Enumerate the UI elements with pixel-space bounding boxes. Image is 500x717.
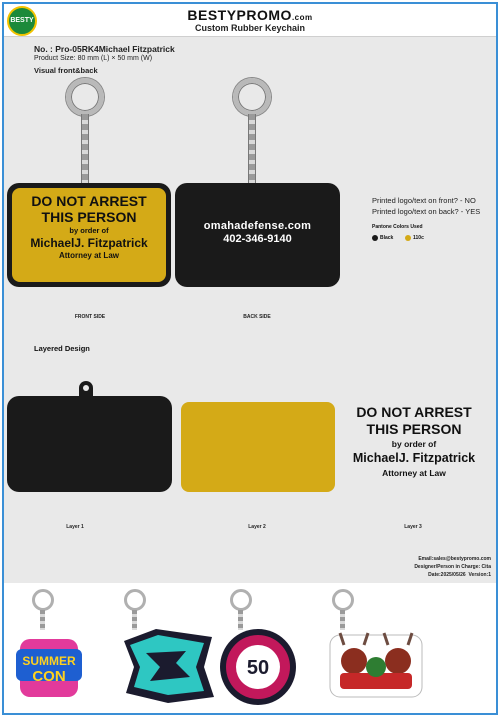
- sample1-chain: [40, 610, 45, 630]
- sample1-ring: [32, 589, 54, 611]
- back-print-question: Printed logo/text on back? - YES: [372, 207, 481, 216]
- layer1-hole: [83, 385, 89, 391]
- front-print-question: Printed logo/text on front? - NO: [372, 196, 476, 205]
- product-size: Product Size: 80 mm (L) × 50 mm (W): [34, 55, 153, 62]
- brand-logo: BESTY: [7, 6, 37, 36]
- visual-label: Visual front&back: [34, 66, 98, 75]
- keychain-back: [175, 183, 340, 287]
- pantone-title: Pantone Colors Used: [372, 224, 423, 230]
- layer1-black-base: [7, 396, 172, 492]
- front-headline-1: DO NOT ARREST: [31, 193, 147, 209]
- layer3-headline-1: DO NOT ARREST: [356, 404, 472, 420]
- chain-back: [248, 114, 256, 184]
- sample4-reindeer: [326, 627, 426, 703]
- key-ring-back: [233, 78, 271, 116]
- brand-name: BESTYPROMO: [187, 7, 292, 23]
- keychain-front: [7, 183, 171, 287]
- layer2-gold-face: [181, 402, 335, 492]
- contact-date: Date:2025/05/26: [428, 572, 466, 578]
- brand-suffix: .com: [291, 13, 313, 22]
- sample3-ring: [230, 589, 252, 611]
- layer1-caption: Layer 1: [66, 524, 84, 530]
- brand-title: [4, 7, 496, 23]
- layer3-title: Attorney at Law: [382, 468, 446, 478]
- layer2-caption: Layer 2: [248, 524, 266, 530]
- swatch-black-label: Black: [380, 235, 394, 241]
- sample1-summer-con: [14, 629, 84, 707]
- back-website: omahadefense.com: [203, 220, 312, 232]
- front-gold-face: [12, 188, 166, 282]
- sample4-ring: [332, 589, 354, 611]
- sample2-ring: [124, 589, 146, 611]
- sample-showcase: [4, 583, 496, 713]
- chain-front: [81, 114, 89, 184]
- layer3-text: [336, 404, 492, 478]
- swatch-gold: [405, 235, 411, 241]
- sample3-hiphop-badge: [218, 627, 298, 707]
- svg-text:CON: CON: [32, 668, 66, 685]
- document-subtitle: Custom Rubber Keychain: [194, 23, 306, 33]
- header: [4, 4, 496, 37]
- layer3-name: MichaelJ. Fitzpatrick: [352, 451, 476, 465]
- sample2-graffiti: [116, 623, 220, 707]
- key-ring-front: [66, 78, 104, 116]
- front-name: MichaelJ. Fitzpatrick: [30, 236, 148, 250]
- product-number: No. : Pro-05RK4Michael Fitzpatrick: [34, 44, 175, 54]
- back-phone: 402-346-9140: [223, 233, 292, 245]
- contact-designer: Designer/Person in Charge: Cita: [414, 564, 491, 570]
- swatch-gold-label: 110c: [413, 235, 424, 241]
- svg-text:SUMMER: SUMMER: [22, 654, 76, 668]
- front-headline-2: THIS PERSON: [41, 209, 137, 225]
- contact-date-version: [271, 572, 491, 578]
- layer3-headline-2: THIS PERSON: [366, 421, 462, 437]
- front-title: Attorney at Law: [58, 251, 119, 260]
- layer3-by-order: by order of: [391, 439, 437, 449]
- swatch-black: [372, 235, 378, 241]
- svg-text:50: 50: [246, 657, 270, 679]
- front-by-order: by order of: [69, 226, 109, 235]
- layer3-caption: Layer 3: [404, 524, 422, 530]
- back-side-caption: BACK SIDE: [243, 314, 271, 320]
- layered-design-title: Layered Design: [34, 344, 90, 353]
- front-side-caption: FRONT SIDE: [74, 314, 106, 320]
- contact-version: Version:1: [468, 572, 491, 578]
- contact-email: Email:sales@bestypromo.com: [418, 556, 491, 562]
